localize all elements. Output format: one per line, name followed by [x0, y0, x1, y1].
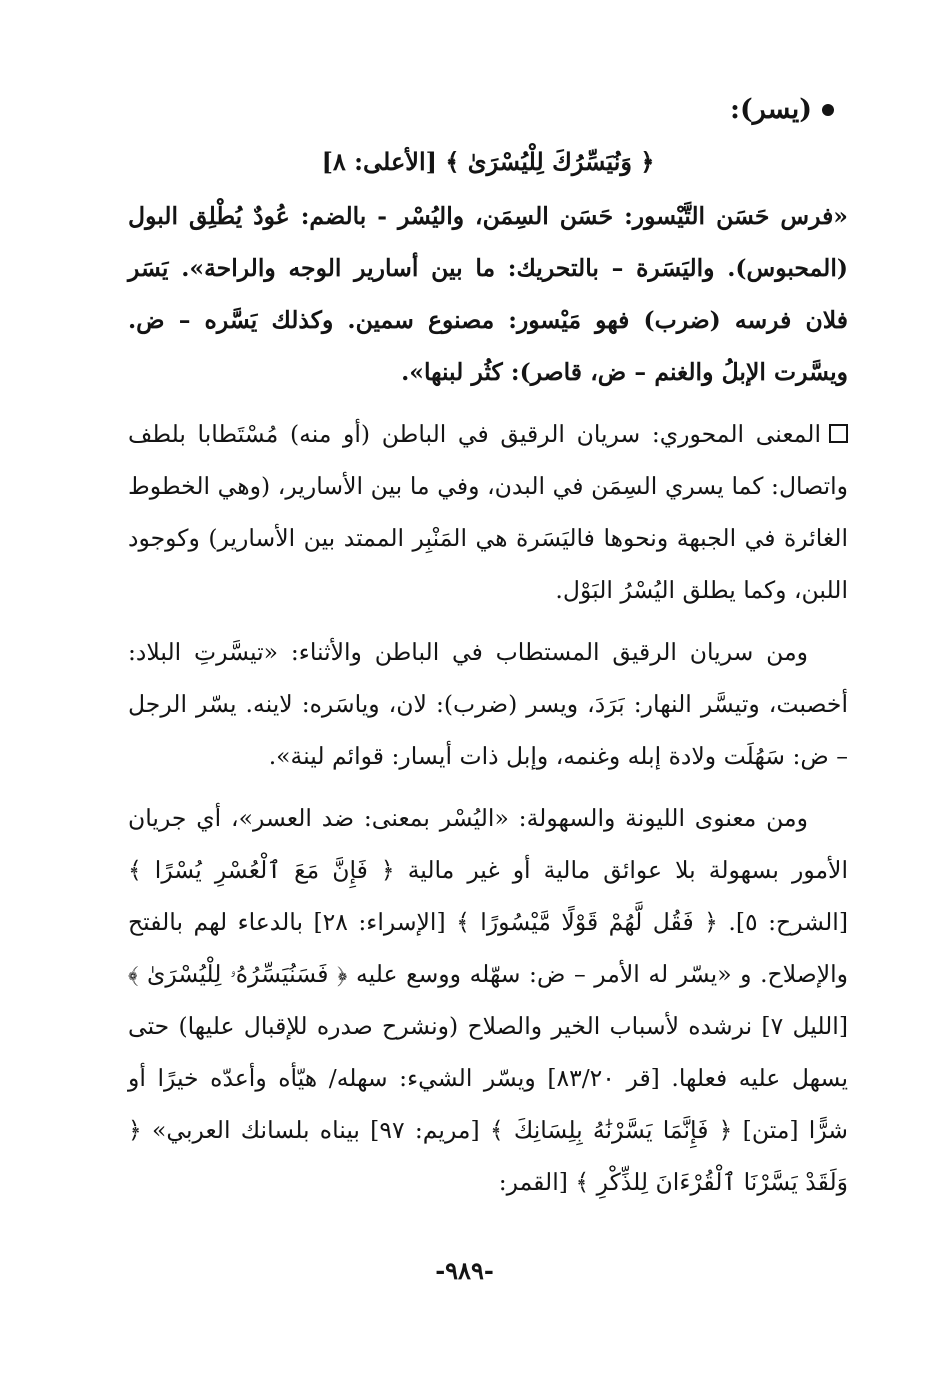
- heading-text: (يسر):: [729, 94, 812, 125]
- bullet-icon: [822, 104, 834, 116]
- paragraph-flow: ومن سريان الرقيق المستطاب في الباطن والأثناء: «تيسَّرتِ البلاد: أخصبت، وتيسَّر النهار: بَرَدَ، ويسر (ضرب): لان، وياسَره: لاينه. يسّر الرجل – ض: سَهُلَت ولادة إبله وغنمه، وإبل ذات أيسار: قوائم لينة».: [128, 638, 848, 770]
- paragraph-central-meaning: [128, 408, 848, 616]
- entry-heading: [128, 90, 848, 130]
- paragraph-definition: «فرس حَسَن التَّيْسور: حَسَن السِمَن، واليُسْر - بالضم: عُودٌ يُطْلِق البول (المحبوس). واليَسَرة – بالتحريك: ما بين أسارير الوجه والراحة». يَسَر فلان فرسه (ضرب) فهو مَيْسور: مصنوع سمين. وكذلك يَسَّره – ض. ويسَّرت الإبلُ والغنم – ض، قاصر): كثُر لبنها».: [128, 202, 848, 386]
- square-box-icon: [829, 424, 848, 443]
- paragraph-central-meaning-text: المعنى المحوري: سريان الرقيق في الباطن (أو منه) مُسْتَطابا بلطف واتصال: كما يسري السِمَن في البدن، وفي ما بين الأسارير، (وهي الخطوط الغائرة في الجبهة ونحوها فاليَسَرة هي المَنْبِر الممتد بين الأسارير) وكوجود اللبن، وكما يطلق اليُسْرُ البَوْل.: [128, 420, 848, 604]
- quran-verse: ﴿ وَنُيَسِّرُكَ لِلْيُسْرَىٰ ﴾ [الأعلى: ٨]: [321, 147, 655, 176]
- page-number: -٩٨٩-: [435, 1256, 494, 1285]
- page-body: [128, 90, 848, 1218]
- paragraph-ease: ومن معنوى الليونة والسهولة: «اليُسْر بمعنى: ضد العسر»، أي جريان الأمور بسهولة بلا عوائق مالية أو غير مالية ﴿ فَإِنَّ مَعَ ٱلْعُسْرِ يُسْرًا ﴾ [الشرح: ٥]. ﴿ فَقُل لَّهُمْ قَوْلًا مَّيْسُورًا ﴾ [الإسراء: ٢٨] بالدعاء لهم بالفتح والإصلاح. و «يسّر له الأمر – ض: سهّله ووسع عليه ﴿ فَسَنُيَسِّرُهُۥ لِلْيُسْرَىٰ ﴾ [الليل ٧] نرشده لأسباب الخير والصلاح (ونشرح صدره للإقبال عليها) حتى يسهل عليه فعلها. [قر ٨٣/٢٠] ويسّر الشيء: سهله/ هيّأه وأعدّه خيرًا أو شرًّا [متن] ﴿ فَإِنَّمَا يَسَّرْنَٰهُ بِلِسَانِكَ ﴾ [مريم: ٩٧] بيناه بلسانك العربي» ﴿ وَلَقَدْ يَسَّرْنَا ٱلْقُرْءَانَ لِلذِّكْرِ ﴾ [القمر:: [128, 804, 849, 1196]
